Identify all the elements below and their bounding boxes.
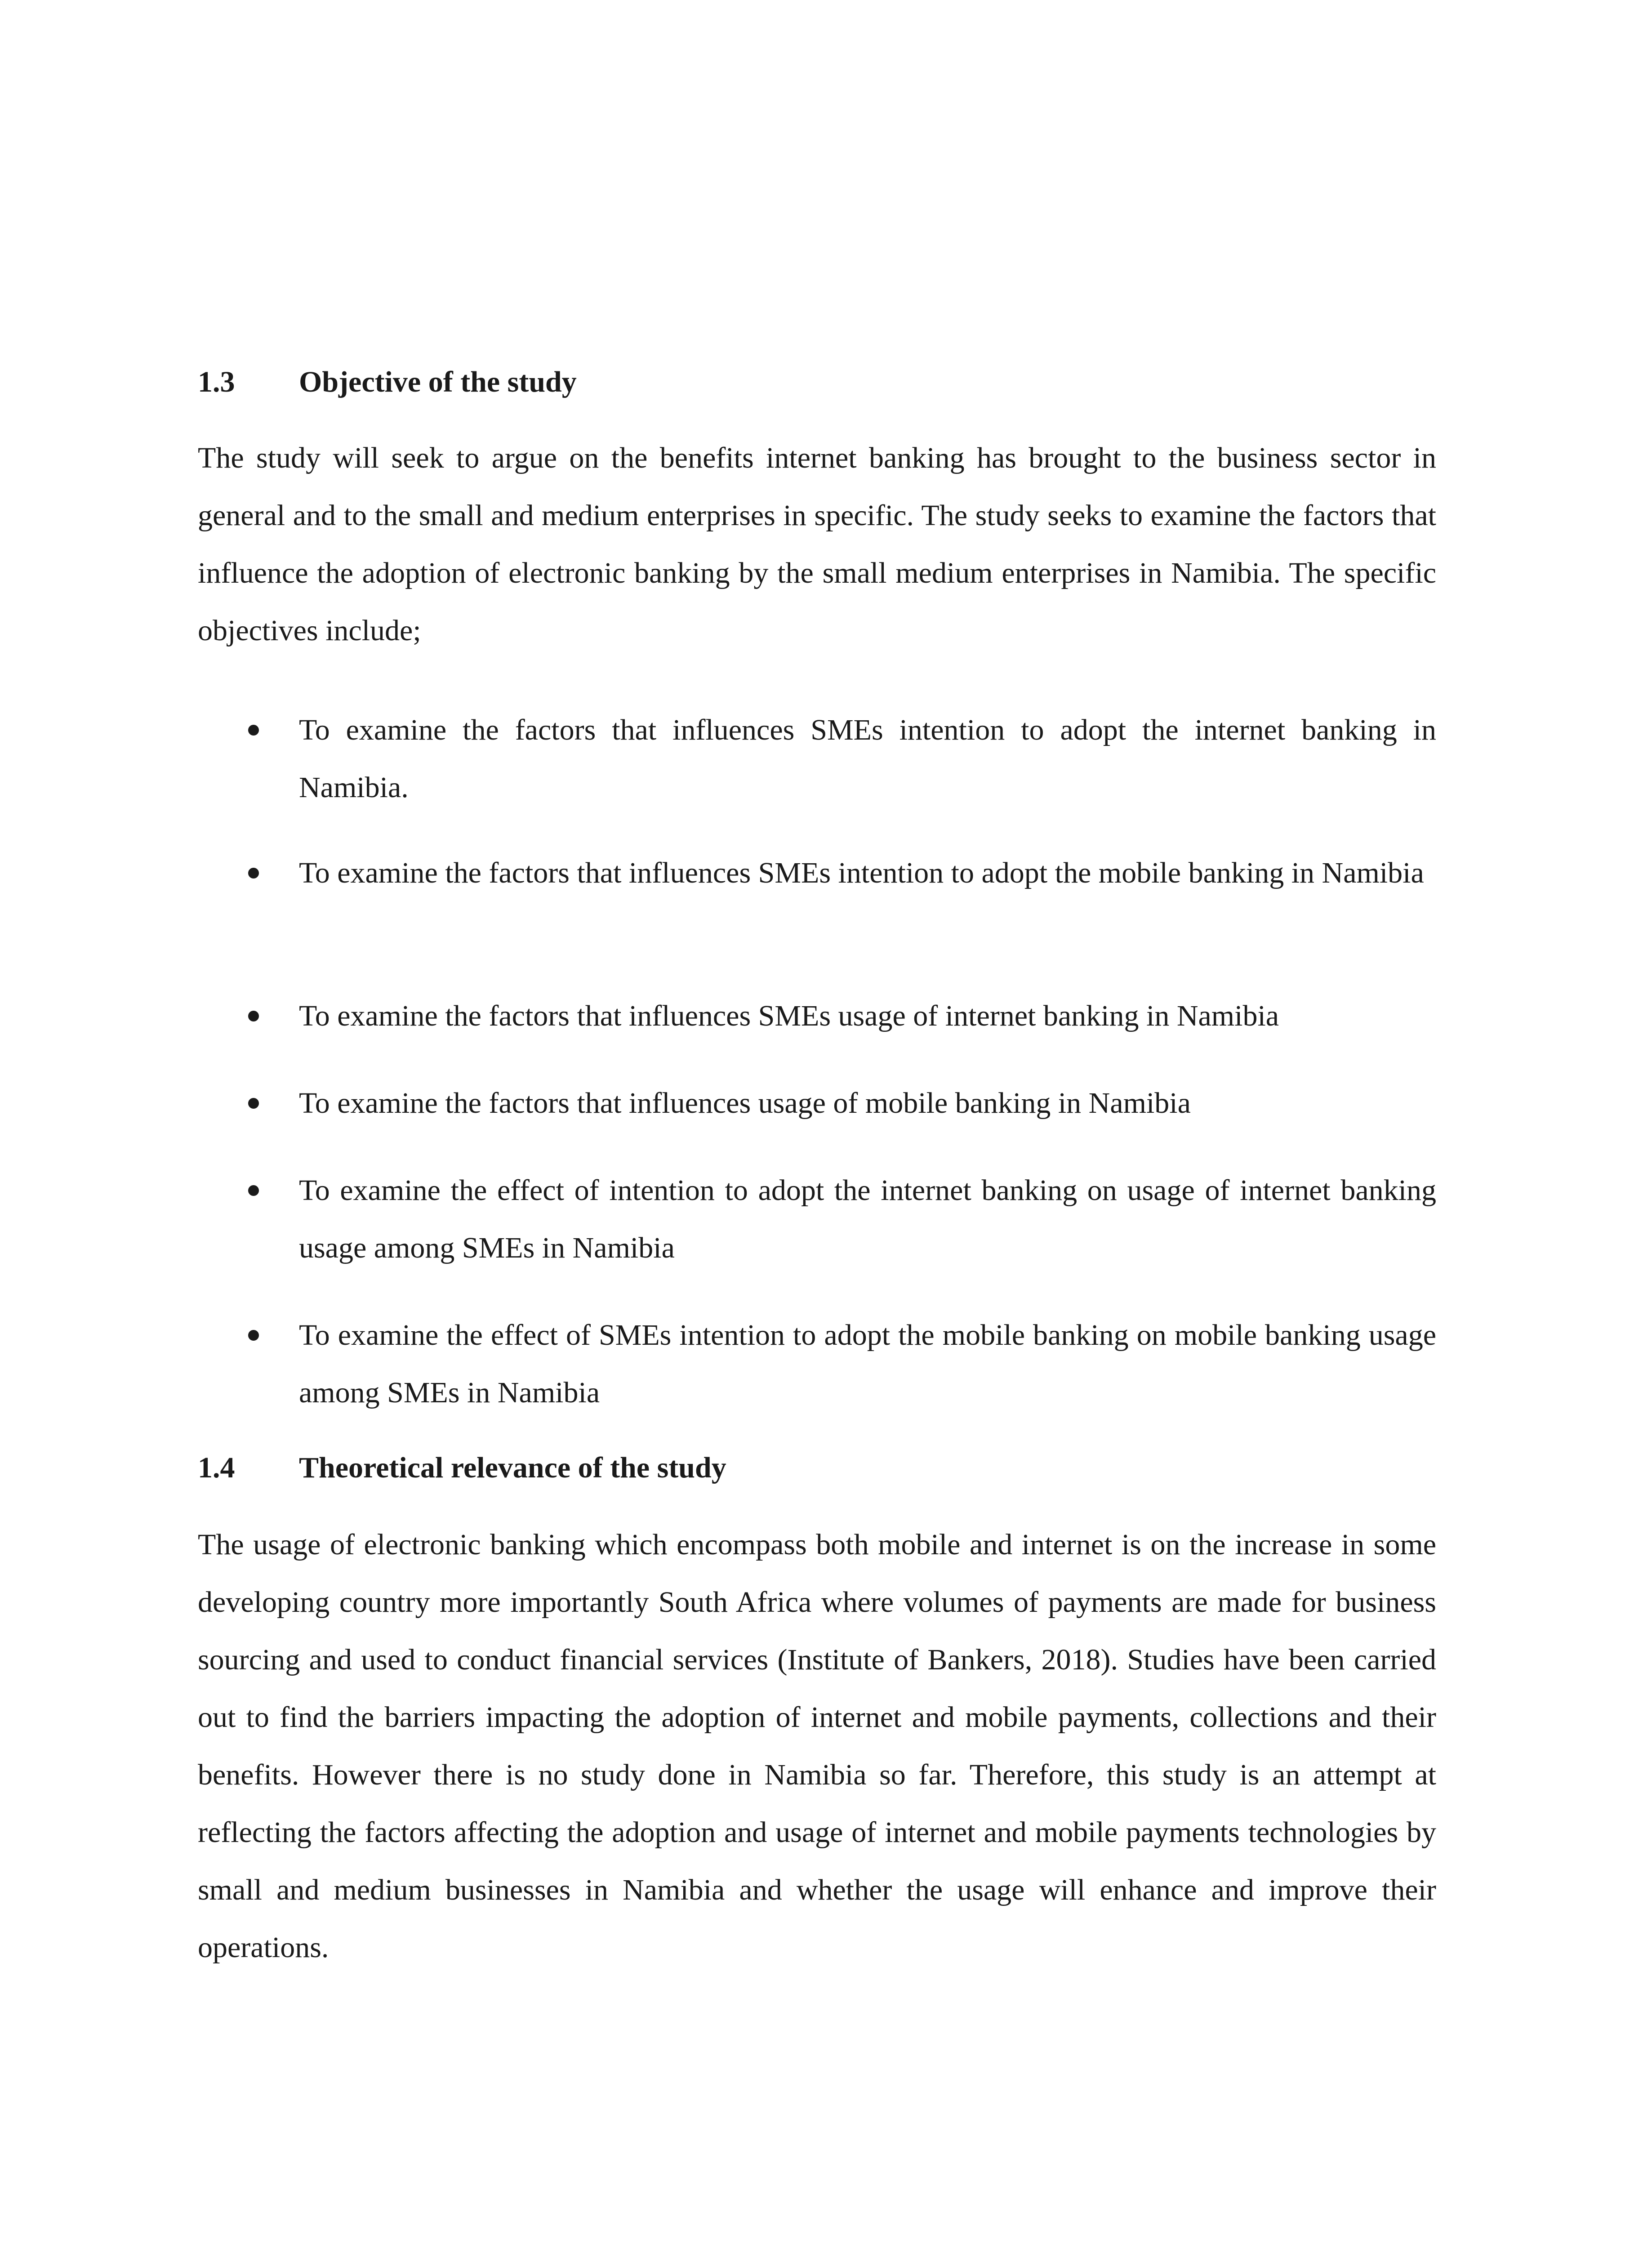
objective-text: To examine the effect of intention to adopt the internet banking on usage of internet banking usage among SMEs in Namibia — [299, 1174, 1436, 1264]
section-title: Theoretical relevance of the study — [299, 1451, 726, 1484]
bullet-icon — [248, 1185, 259, 1196]
theoretical-relevance-paragraph: The usage of electronic banking which encompass both mobile and internet is on the increase in some developing country more importantly South Africa where volumes of payments are made for business sourcing and used to conduct financial services (Institute of Bankers, 2018). Studies have been carried out to find the barriers impacting the adoption of internet and mobile payments, collections and their benefits. However there is no study done in Namibia so far. Therefore, this study is an attempt at reflecting the factors affecting the adoption and usage of internet and mobile payments technologies by small and medium businesses in Namibia and whether the usage will enhance and improve their operations. — [198, 1528, 1436, 1964]
objective-paragraph: The study will seek to argue on the benefits internet banking has brought to the business sector in general and to the small and medium enterprises in specific. The study seeks to examine the factors that influence the adoption of electronic banking by the small medium enterprises in Namibia. The specific objectives include; — [198, 442, 1436, 647]
bullet-icon — [248, 1011, 259, 1021]
bullet-icon — [248, 868, 259, 879]
objective-text: To examine the factors that influences SMEs usage of internet banking in Namibia — [299, 999, 1279, 1032]
section-number: 1.4 — [198, 1451, 235, 1484]
bullet-icon — [248, 1330, 259, 1341]
section-title: Objective of the study — [299, 366, 577, 398]
objective-text: To examine the factors that influences usage of mobile banking in Namibia — [299, 1087, 1191, 1120]
objective-text: To examine the factors that influences SMEs intention to adopt the internet banking in Namibia. — [299, 714, 1436, 804]
section-number: 1.3 — [198, 366, 235, 398]
objective-text: To examine the factors that influences SMEs intention to adopt the mobile banking in Namibia — [299, 856, 1424, 889]
section-heading-theoretical-relevance — [198, 1450, 726, 1486]
bullet-icon — [248, 1098, 259, 1109]
section-heading-objective — [198, 364, 577, 400]
objective-text: To examine the effect of SMEs intention to adopt the mobile banking on mobile banking usage among SMEs in Namibia — [299, 1319, 1436, 1409]
bullet-icon — [248, 725, 259, 736]
